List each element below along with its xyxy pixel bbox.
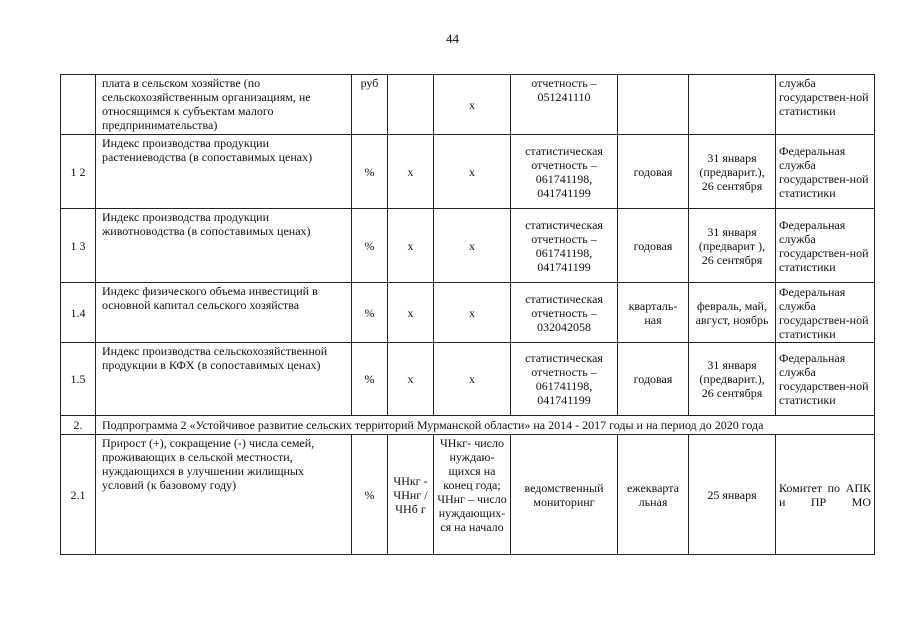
unit-cell: % <box>352 343 388 416</box>
page-number: 44 <box>446 31 459 46</box>
unit-cell: руб <box>352 75 388 135</box>
responsible-cell: Федеральная служба государствен-ной статистики <box>776 209 875 283</box>
periodicity-cell: кварталь-ная <box>618 283 689 343</box>
row-number: 1 3 <box>61 209 96 283</box>
table-row <box>61 209 875 283</box>
responsible-cell: Федеральная служба государствен-ной статистики <box>776 135 875 209</box>
formula-note-cell: х <box>434 343 511 416</box>
indicator-name: Индекс производства продукции растениеводства (в сопоставимых ценах) <box>96 135 352 209</box>
indicator-name: Индекс производства продукции животноводства (в сопоставимых ценах) <box>96 209 352 283</box>
formula-cell <box>388 75 434 135</box>
section-number: 2. <box>61 416 96 435</box>
indicator-name: плата в сельском хозяйстве (по сельскохозяйственным организациям, не относящимся к субъектам малого предпринимательства) <box>96 75 352 135</box>
periodicity-cell: годовая <box>618 209 689 283</box>
section-title: Подпрограмма 2 «Устойчивое развитие сельских территорий Мурманской области» на 2014 - 2017 годы и на период до 2020 года <box>96 416 875 435</box>
source-cell: статистическая отчетность – 061741198, 041741199 <box>511 209 618 283</box>
row-number: 2.1 <box>61 435 96 555</box>
periodicity-cell: годовая <box>618 135 689 209</box>
indicator-name: Индекс физического объема инвестиций в основной капитал сельского хозяйства <box>96 283 352 343</box>
formula-note-cell: х <box>434 135 511 209</box>
table-row <box>61 135 875 209</box>
formula-note-cell: ЧНкг- число нуждаю-щихся на конец года; ЧНнг – число нуждающих-ся на начало <box>434 435 511 555</box>
periodicity-cell: годовая <box>618 343 689 416</box>
unit-cell: % <box>352 283 388 343</box>
table-row <box>61 75 875 135</box>
periodicity-cell <box>618 75 689 135</box>
source-cell: ведомственный мониторинг <box>511 435 618 555</box>
formula-cell: х <box>388 343 434 416</box>
formula-cell: ЧНкг - ЧНнг /ЧНб г <box>388 435 434 555</box>
row-number <box>61 75 96 135</box>
section-row <box>61 416 875 435</box>
source-cell: отчетность – 051241110 <box>511 75 618 135</box>
formula-note-cell: х <box>434 75 511 135</box>
responsible-cell: Федеральная служба государствен-ной статистики <box>776 283 875 343</box>
row-number: 1 2 <box>61 135 96 209</box>
source-cell: статистическая отчетность – 061741198, 041741199 <box>511 135 618 209</box>
date-cell: 31 января (предварит.), 26 сентября <box>689 135 776 209</box>
unit-cell: % <box>352 435 388 555</box>
table-row <box>61 283 875 343</box>
indicators-table <box>60 74 875 555</box>
formula-cell: х <box>388 135 434 209</box>
unit-cell: % <box>352 135 388 209</box>
formula-cell: х <box>388 209 434 283</box>
row-number: 1.5 <box>61 343 96 416</box>
responsible-cell: Федеральная служба государствен-ной статистики <box>776 343 875 416</box>
date-cell: 31 января (предварит ), 26 сентября <box>689 209 776 283</box>
formula-cell: х <box>388 283 434 343</box>
date-cell <box>689 75 776 135</box>
date-cell: 25 января <box>689 435 776 555</box>
responsible-cell: Комитет по АПК и ПР МО <box>776 435 875 555</box>
responsible-cell: служба государствен-ной статистики <box>776 75 875 135</box>
source-cell: статистическая отчетность – 061741198, 041741199 <box>511 343 618 416</box>
table-row <box>61 435 875 555</box>
date-cell: февраль, май, август, ноябрь <box>689 283 776 343</box>
table-row <box>61 343 875 416</box>
formula-note-cell: х <box>434 209 511 283</box>
indicator-name: Прирост (+), сокращение (-) числа семей, проживающих в сельской местности, нуждающихся в улучшении жилищных условий (к базовому году) <box>96 435 352 555</box>
source-cell: статистическая отчетность – 032042058 <box>511 283 618 343</box>
row-number: 1.4 <box>61 283 96 343</box>
formula-note-cell: х <box>434 283 511 343</box>
indicator-name: Индекс производства сельскохозяйственной продукции в КФХ (в сопоставимых ценах) <box>96 343 352 416</box>
periodicity-cell: ежекварта льная <box>618 435 689 555</box>
unit-cell: % <box>352 209 388 283</box>
date-cell: 31 января (предварит.), 26 сентября <box>689 343 776 416</box>
